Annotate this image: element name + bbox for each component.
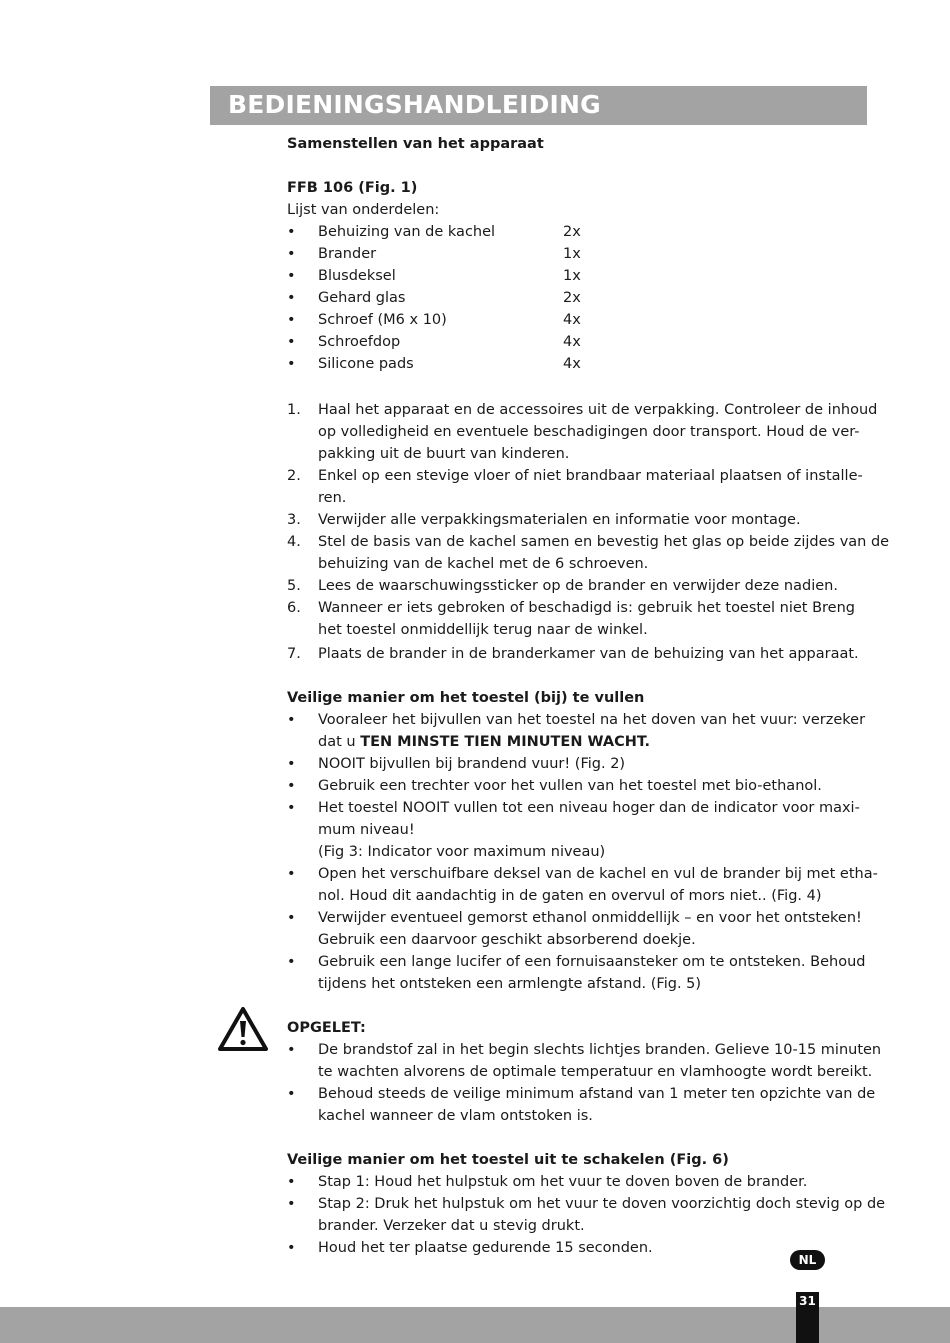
bullet-text: Vooraleer het bijvullen van het toestel na het doven van het vuur: verzeker bbox=[318, 712, 866, 728]
bullet: • bbox=[287, 910, 296, 926]
bullet: • bbox=[287, 1240, 296, 1256]
bullet: • bbox=[287, 866, 296, 882]
step-number: 7. bbox=[287, 646, 301, 662]
bullet: • bbox=[287, 954, 296, 970]
emphasis-text: TEN MINSTE TIEN MINUTEN WACHT. bbox=[360, 734, 651, 750]
part-qty: 4x bbox=[563, 356, 581, 372]
bullet: • bbox=[287, 312, 296, 328]
step-text: op volledigheid en eventuele beschadigingen door transport. Houd de ver- bbox=[318, 424, 860, 440]
model-heading: FFB 106 (Fig. 1) bbox=[287, 180, 418, 196]
step-text: Verwijder alle verpakkingsmaterialen en informatie voor montage. bbox=[318, 512, 801, 528]
step-text: Lees de waarschuwingssticker op de brander en verwijder deze nadien. bbox=[318, 578, 838, 594]
bullet-text: kachel wanneer de vlam ontstoken is. bbox=[318, 1108, 593, 1124]
step-text: Stel de basis van de kachel samen en bevestig het glas op beide zijdes van de bbox=[318, 534, 890, 550]
bullet: • bbox=[287, 1086, 296, 1102]
step-text: Enkel op een stevige vloer of niet brandbaar materiaal plaatsen of installe- bbox=[318, 468, 863, 484]
bullet-text: mum niveau! bbox=[318, 822, 415, 838]
parts-intro: Lijst van onderdelen: bbox=[287, 202, 440, 218]
bullet-text: NOOIT bijvullen bij brandend vuur! (Fig. 2) bbox=[318, 756, 626, 772]
step-text: pakking uit de buurt van kinderen. bbox=[318, 446, 570, 462]
part-qty: 4x bbox=[563, 334, 581, 350]
part-qty: 1x bbox=[563, 268, 581, 284]
step-number: 3. bbox=[287, 512, 301, 528]
assembly-heading: Samenstellen van het apparaat bbox=[287, 136, 544, 152]
part-name: Brander bbox=[318, 246, 377, 262]
bullet-text: Behoud steeds de veilige minimum afstand van 1 meter ten opzichte van de bbox=[318, 1086, 876, 1102]
bullet-text: Gebruik een lange lucifer of een fornuisaansteker om te ontsteken. Behoud bbox=[318, 954, 866, 970]
page-number: 31 bbox=[796, 1292, 819, 1343]
bullet: • bbox=[287, 1196, 296, 1212]
step-text: Haal het apparaat en de accessoires uit de verpakking. Controleer de inhoud bbox=[318, 402, 878, 418]
warning-triangle-icon bbox=[217, 1006, 269, 1052]
bullet-text: Gebruik een daarvoor geschikt absorberend doekje. bbox=[318, 932, 696, 948]
step-number: 6. bbox=[287, 600, 301, 616]
bullet: • bbox=[287, 224, 296, 240]
bullet-text: Verwijder eventueel gemorst ethanol onmiddellijk – en voor het ontsteken! bbox=[318, 910, 862, 926]
bullet-text: (Fig 3: Indicator voor maximum niveau) bbox=[318, 844, 606, 860]
bullet: • bbox=[287, 1174, 296, 1190]
part-name: Silicone pads bbox=[318, 356, 414, 372]
filling-heading: Veilige manier om het toestel (bij) te vullen bbox=[287, 690, 645, 706]
bullet: • bbox=[287, 246, 296, 262]
bullet-text: nol. Houd dit aandachtig in de gaten en overvul of mors niet.. (Fig. 4) bbox=[318, 888, 822, 904]
step-number: 4. bbox=[287, 534, 301, 550]
step-text: Wanneer er iets gebroken of beschadigd is: gebruik het toestel niet Breng bbox=[318, 600, 855, 616]
bullet-text: Houd het ter plaatse gedurende 15 seconden. bbox=[318, 1240, 653, 1256]
bullet-text-line bbox=[318, 731, 650, 753]
step-number: 2. bbox=[287, 468, 301, 484]
language-badge: NL bbox=[790, 1250, 825, 1270]
bullet-text: brander. Verzeker dat u stevig drukt. bbox=[318, 1218, 585, 1234]
part-qty: 2x bbox=[563, 290, 581, 306]
step-text: het toestel onmiddellijk terug naar de winkel. bbox=[318, 622, 648, 638]
step-number: 5. bbox=[287, 578, 301, 594]
bullet: • bbox=[287, 356, 296, 372]
bullet: • bbox=[287, 290, 296, 306]
bullet: • bbox=[287, 268, 296, 284]
caution-heading: OPGELET: bbox=[287, 1020, 366, 1036]
part-qty: 4x bbox=[563, 312, 581, 328]
part-name: Schroefdop bbox=[318, 334, 401, 350]
bullet: • bbox=[287, 778, 296, 794]
part-name: Behuizing van de kachel bbox=[318, 224, 496, 240]
header-bar bbox=[210, 86, 867, 125]
bullet-text: dat u bbox=[318, 734, 361, 750]
bullet-text: Open het verschuifbare deksel van de kachel en vul de brander bij met etha- bbox=[318, 866, 878, 882]
bullet-text: Gebruik een trechter voor het vullen van het toestel met bio-ethanol. bbox=[318, 778, 822, 794]
page-title: BEDIENINGSHANDLEIDING bbox=[228, 90, 601, 119]
part-name: Gehard glas bbox=[318, 290, 406, 306]
part-name: Schroef (M6 x 10) bbox=[318, 312, 447, 328]
step-text: Plaats de brander in de branderkamer van de behuizing van het apparaat. bbox=[318, 646, 859, 662]
step-text: ren. bbox=[318, 490, 347, 506]
part-qty: 1x bbox=[563, 246, 581, 262]
step-text: behuizing van de kachel met de 6 schroeven. bbox=[318, 556, 649, 572]
bullet-text: Stap 2: Druk het hulpstuk om het vuur te doven voorzichtig doch stevig op de bbox=[318, 1196, 886, 1212]
part-qty: 2x bbox=[563, 224, 581, 240]
bullet: • bbox=[287, 800, 296, 816]
bullet-text: te wachten alvorens de optimale temperatuur en vlamhoogte wordt bereikt. bbox=[318, 1064, 873, 1080]
switch-off-heading: Veilige manier om het toestel uit te schakelen (Fig. 6) bbox=[287, 1152, 729, 1168]
bullet-text: Het toestel NOOIT vullen tot een niveau hoger dan de indicator voor maxi- bbox=[318, 800, 860, 816]
bullet: • bbox=[287, 712, 296, 728]
part-name: Blusdeksel bbox=[318, 268, 396, 284]
bullet-text: Stap 1: Houd het hulpstuk om het vuur te doven boven de brander. bbox=[318, 1174, 808, 1190]
bullet: • bbox=[287, 756, 296, 772]
bullet-text: De brandstof zal in het begin slechts lichtjes branden. Gelieve 10-15 minuten bbox=[318, 1042, 882, 1058]
bullet: • bbox=[287, 334, 296, 350]
bullet-text: tijdens het ontsteken een armlengte afstand. (Fig. 5) bbox=[318, 976, 702, 992]
bullet: • bbox=[287, 1042, 296, 1058]
step-number: 1. bbox=[287, 402, 301, 418]
